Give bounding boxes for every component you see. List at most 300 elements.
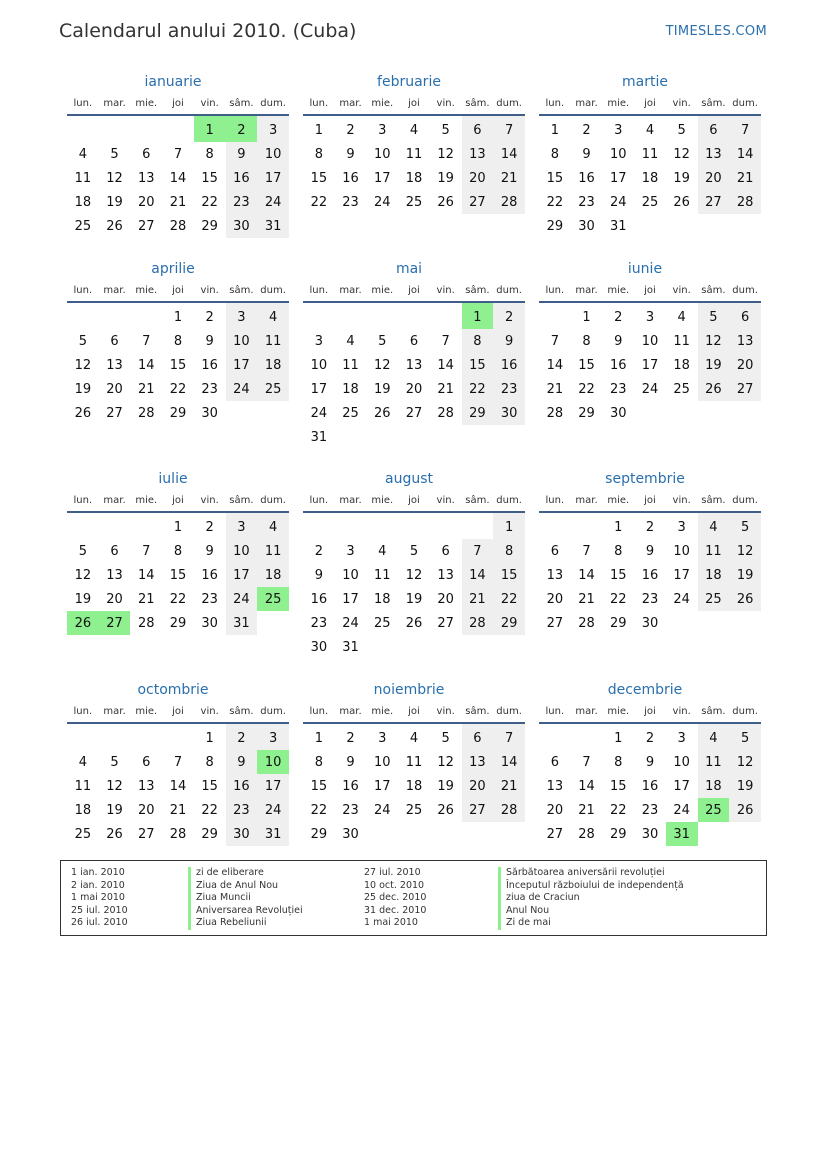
day-cell[interactable]: 15: [493, 563, 525, 587]
holiday-day-cell[interactable]: 27: [99, 611, 131, 635]
day-cell[interactable]: 17: [310, 381, 328, 397]
day-cell[interactable]: 26: [106, 826, 123, 842]
day-cell[interactable]: 4: [698, 512, 730, 539]
day-cell[interactable]: 20: [698, 166, 730, 190]
day-cell[interactable]: 19: [673, 170, 690, 186]
day-cell[interactable]: 27: [729, 377, 761, 401]
day-cell[interactable]: 19: [437, 778, 454, 794]
day-cell[interactable]: 28: [437, 405, 454, 421]
day-cell[interactable]: 15: [169, 357, 187, 373]
day-cell[interactable]: 27: [462, 798, 494, 822]
day-cell[interactable]: 30: [609, 405, 627, 421]
day-cell[interactable]: 12: [405, 567, 423, 583]
day-cell[interactable]: 10: [609, 146, 627, 162]
day-cell[interactable]: 29: [462, 401, 494, 425]
day-cell[interactable]: 19: [74, 591, 92, 607]
day-cell[interactable]: 5: [110, 146, 119, 162]
day-cell[interactable]: 27: [137, 826, 155, 842]
day-cell[interactable]: 29: [310, 826, 328, 842]
day-cell[interactable]: 2: [493, 302, 525, 329]
day-cell[interactable]: 16: [342, 778, 359, 794]
day-cell[interactable]: 30: [226, 822, 258, 846]
day-cell[interactable]: 12: [437, 754, 454, 770]
day-cell[interactable]: 24: [226, 587, 258, 611]
day-cell[interactable]: 19: [405, 591, 423, 607]
day-cell[interactable]: 28: [493, 190, 525, 214]
day-cell[interactable]: 11: [257, 329, 289, 353]
day-cell[interactable]: 30: [310, 639, 328, 655]
day-cell[interactable]: 3: [346, 543, 355, 559]
day-cell[interactable]: 22: [609, 591, 627, 607]
day-cell[interactable]: 13: [462, 142, 494, 166]
day-cell[interactable]: 14: [546, 357, 564, 373]
day-cell[interactable]: 13: [137, 778, 155, 794]
day-cell[interactable]: 22: [310, 802, 328, 818]
day-cell[interactable]: 24: [342, 615, 359, 631]
day-cell[interactable]: 3: [257, 723, 289, 750]
day-cell[interactable]: 9: [226, 750, 258, 774]
day-cell[interactable]: 20: [437, 591, 454, 607]
day-cell[interactable]: 1: [493, 512, 525, 539]
day-cell[interactable]: 11: [342, 357, 359, 373]
day-cell[interactable]: 5: [78, 543, 87, 559]
holiday-day-cell[interactable]: 10: [257, 750, 289, 774]
holiday-day-cell[interactable]: 1: [194, 115, 226, 142]
day-cell[interactable]: 12: [673, 146, 690, 162]
day-cell[interactable]: 17: [257, 166, 289, 190]
day-cell[interactable]: 31: [342, 639, 359, 655]
day-cell[interactable]: 28: [462, 611, 494, 635]
day-cell[interactable]: 2: [314, 543, 323, 559]
day-cell[interactable]: 8: [173, 333, 183, 349]
day-cell[interactable]: 11: [698, 750, 730, 774]
day-cell[interactable]: 14: [169, 778, 187, 794]
day-cell[interactable]: 14: [578, 567, 595, 583]
day-cell[interactable]: 23: [342, 802, 359, 818]
day-cell[interactable]: 3: [645, 309, 655, 325]
day-cell[interactable]: 13: [729, 329, 761, 353]
day-cell[interactable]: 22: [462, 377, 494, 401]
day-cell[interactable]: 1: [550, 122, 559, 138]
day-cell[interactable]: 6: [110, 333, 119, 349]
day-cell[interactable]: 10: [342, 567, 359, 583]
day-cell[interactable]: 1: [173, 519, 183, 535]
day-cell[interactable]: 14: [137, 357, 155, 373]
day-cell[interactable]: 25: [373, 615, 391, 631]
day-cell[interactable]: 4: [409, 730, 419, 746]
day-cell[interactable]: 18: [257, 353, 289, 377]
day-cell[interactable]: 22: [201, 194, 218, 210]
day-cell[interactable]: 10: [257, 142, 289, 166]
day-cell[interactable]: 14: [493, 142, 525, 166]
day-cell[interactable]: 26: [405, 615, 423, 631]
day-cell[interactable]: 29: [169, 615, 187, 631]
day-cell[interactable]: 5: [729, 723, 761, 750]
day-cell[interactable]: 8: [205, 146, 214, 162]
day-cell[interactable]: 7: [142, 333, 151, 349]
day-cell[interactable]: 29: [169, 405, 187, 421]
day-cell[interactable]: 24: [673, 802, 690, 818]
day-cell[interactable]: 10: [226, 329, 258, 353]
day-cell[interactable]: 10: [373, 754, 391, 770]
day-cell[interactable]: 1: [614, 519, 623, 535]
day-cell[interactable]: 29: [609, 615, 627, 631]
day-cell[interactable]: 9: [346, 754, 355, 770]
day-cell[interactable]: 11: [673, 333, 690, 349]
day-cell[interactable]: 16: [609, 357, 627, 373]
day-cell[interactable]: 19: [698, 353, 730, 377]
day-cell[interactable]: 5: [78, 333, 87, 349]
day-cell[interactable]: 5: [441, 122, 450, 138]
day-cell[interactable]: 6: [698, 115, 730, 142]
day-cell[interactable]: 25: [257, 377, 289, 401]
day-cell[interactable]: 3: [378, 122, 387, 138]
day-cell[interactable]: 24: [257, 190, 289, 214]
day-cell[interactable]: 29: [493, 611, 525, 635]
day-cell[interactable]: 30: [641, 826, 659, 842]
day-cell[interactable]: 11: [641, 146, 659, 162]
day-cell[interactable]: 6: [550, 543, 559, 559]
day-cell[interactable]: 23: [609, 381, 627, 397]
day-cell[interactable]: 13: [437, 567, 454, 583]
day-cell[interactable]: 25: [342, 405, 359, 421]
day-cell[interactable]: 6: [409, 333, 419, 349]
day-cell[interactable]: 13: [106, 357, 123, 373]
day-cell[interactable]: 11: [74, 170, 92, 186]
day-cell[interactable]: 26: [437, 802, 454, 818]
day-cell[interactable]: 10: [673, 543, 690, 559]
day-cell[interactable]: 6: [142, 146, 151, 162]
day-cell[interactable]: 2: [346, 122, 355, 138]
day-cell[interactable]: 24: [641, 381, 659, 397]
day-cell[interactable]: 21: [137, 591, 155, 607]
day-cell[interactable]: 7: [173, 754, 183, 770]
day-cell[interactable]: 18: [373, 591, 391, 607]
day-cell[interactable]: 2: [226, 723, 258, 750]
day-cell[interactable]: 6: [550, 754, 559, 770]
day-cell[interactable]: 1: [314, 122, 323, 138]
day-cell[interactable]: 7: [493, 115, 525, 142]
day-cell[interactable]: 27: [546, 826, 564, 842]
day-cell[interactable]: 14: [578, 778, 595, 794]
day-cell[interactable]: 18: [698, 563, 730, 587]
day-cell[interactable]: 25: [641, 194, 659, 210]
day-cell[interactable]: 25: [673, 381, 690, 397]
day-cell[interactable]: 12: [437, 146, 454, 162]
day-cell[interactable]: 8: [314, 754, 323, 770]
day-cell[interactable]: 14: [493, 750, 525, 774]
day-cell[interactable]: 5: [441, 730, 450, 746]
day-cell[interactable]: 9: [314, 567, 323, 583]
day-cell[interactable]: 4: [409, 122, 419, 138]
day-cell[interactable]: 24: [310, 405, 328, 421]
day-cell[interactable]: 14: [137, 567, 155, 583]
day-cell[interactable]: 15: [578, 357, 595, 373]
day-cell[interactable]: 22: [609, 802, 627, 818]
day-cell[interactable]: 19: [437, 170, 454, 186]
day-cell[interactable]: 28: [493, 798, 525, 822]
day-cell[interactable]: 29: [578, 405, 595, 421]
day-cell[interactable]: 3: [226, 302, 258, 329]
day-cell[interactable]: 13: [106, 567, 123, 583]
day-cell[interactable]: 20: [405, 381, 423, 397]
day-cell[interactable]: 7: [142, 543, 151, 559]
day-cell[interactable]: 9: [205, 543, 214, 559]
day-cell[interactable]: 23: [641, 802, 659, 818]
day-cell[interactable]: 27: [546, 615, 564, 631]
day-cell[interactable]: 6: [142, 754, 151, 770]
day-cell[interactable]: 15: [462, 353, 494, 377]
day-cell[interactable]: 26: [74, 405, 92, 421]
day-cell[interactable]: 21: [493, 774, 525, 798]
day-cell[interactable]: 22: [169, 591, 187, 607]
day-cell[interactable]: 21: [137, 381, 155, 397]
day-cell[interactable]: 4: [677, 309, 686, 325]
day-cell[interactable]: 10: [310, 357, 328, 373]
day-cell[interactable]: 21: [169, 194, 187, 210]
day-cell[interactable]: 4: [78, 146, 87, 162]
day-cell[interactable]: 7: [582, 543, 591, 559]
day-cell[interactable]: 14: [729, 142, 761, 166]
day-cell[interactable]: 22: [546, 194, 564, 210]
day-cell[interactable]: 17: [342, 591, 359, 607]
day-cell[interactable]: 17: [641, 357, 659, 373]
day-cell[interactable]: 6: [110, 543, 119, 559]
holiday-day-cell[interactable]: 2: [226, 115, 258, 142]
day-cell[interactable]: 17: [373, 170, 391, 186]
day-cell[interactable]: 4: [257, 512, 289, 539]
day-cell[interactable]: 28: [729, 190, 761, 214]
day-cell[interactable]: 17: [609, 170, 627, 186]
day-cell[interactable]: 12: [729, 539, 761, 563]
day-cell[interactable]: 5: [409, 543, 419, 559]
day-cell[interactable]: 21: [578, 802, 595, 818]
day-cell[interactable]: 19: [729, 774, 761, 798]
day-cell[interactable]: 19: [373, 381, 391, 397]
day-cell[interactable]: 6: [462, 115, 494, 142]
day-cell[interactable]: 15: [169, 567, 187, 583]
day-cell[interactable]: 16: [641, 778, 659, 794]
day-cell[interactable]: 21: [169, 802, 187, 818]
day-cell[interactable]: 31: [257, 822, 289, 846]
day-cell[interactable]: 4: [378, 543, 387, 559]
day-cell[interactable]: 18: [342, 381, 359, 397]
day-cell[interactable]: 20: [137, 802, 155, 818]
day-cell[interactable]: 8: [493, 539, 525, 563]
day-cell[interactable]: 28: [578, 826, 595, 842]
day-cell[interactable]: 8: [173, 543, 183, 559]
day-cell[interactable]: 3: [677, 730, 686, 746]
day-cell[interactable]: 23: [310, 615, 328, 631]
day-cell[interactable]: 27: [106, 405, 123, 421]
day-cell[interactable]: 10: [226, 539, 258, 563]
day-cell[interactable]: 29: [609, 826, 627, 842]
day-cell[interactable]: 21: [493, 166, 525, 190]
day-cell[interactable]: 5: [110, 754, 119, 770]
day-cell[interactable]: 1: [173, 309, 183, 325]
day-cell[interactable]: 12: [74, 567, 92, 583]
day-cell[interactable]: 22: [310, 194, 328, 210]
day-cell[interactable]: 18: [405, 170, 423, 186]
day-cell[interactable]: 1: [614, 730, 623, 746]
day-cell[interactable]: 29: [201, 218, 218, 234]
day-cell[interactable]: 27: [405, 405, 423, 421]
day-cell[interactable]: 23: [201, 381, 218, 397]
day-cell[interactable]: 27: [137, 218, 155, 234]
day-cell[interactable]: 16: [641, 567, 659, 583]
day-cell[interactable]: 15: [201, 170, 218, 186]
day-cell[interactable]: 21: [546, 381, 564, 397]
day-cell[interactable]: 16: [201, 567, 218, 583]
day-cell[interactable]: 12: [729, 750, 761, 774]
day-cell[interactable]: 26: [373, 405, 391, 421]
day-cell[interactable]: 4: [257, 302, 289, 329]
day-cell[interactable]: 18: [257, 563, 289, 587]
holiday-day-cell[interactable]: 25: [257, 587, 289, 611]
day-cell[interactable]: 21: [729, 166, 761, 190]
day-cell[interactable]: 4: [78, 754, 87, 770]
day-cell[interactable]: 23: [201, 591, 218, 607]
day-cell[interactable]: 12: [373, 357, 391, 373]
day-cell[interactable]: 2: [582, 122, 591, 138]
day-cell[interactable]: 10: [641, 333, 659, 349]
day-cell[interactable]: 8: [205, 754, 214, 770]
day-cell[interactable]: 8: [614, 754, 623, 770]
day-cell[interactable]: 7: [729, 115, 761, 142]
day-cell[interactable]: 12: [106, 778, 123, 794]
day-cell[interactable]: 9: [614, 333, 623, 349]
day-cell[interactable]: 6: [729, 302, 761, 329]
day-cell[interactable]: 30: [342, 826, 359, 842]
day-cell[interactable]: 19: [106, 802, 123, 818]
day-cell[interactable]: 12: [74, 357, 92, 373]
day-cell[interactable]: 29: [201, 826, 218, 842]
day-cell[interactable]: 2: [645, 519, 655, 535]
day-cell[interactable]: 17: [673, 778, 690, 794]
day-cell[interactable]: 3: [614, 122, 623, 138]
day-cell[interactable]: 31: [609, 218, 627, 234]
day-cell[interactable]: 9: [493, 329, 525, 353]
holiday-day-cell[interactable]: 25: [698, 798, 730, 822]
day-cell[interactable]: 31: [226, 611, 258, 635]
day-cell[interactable]: 9: [346, 146, 355, 162]
day-cell[interactable]: 4: [645, 122, 655, 138]
day-cell[interactable]: 13: [698, 142, 730, 166]
day-cell[interactable]: 26: [729, 798, 761, 822]
day-cell[interactable]: 3: [677, 519, 686, 535]
day-cell[interactable]: 24: [373, 194, 391, 210]
day-cell[interactable]: 30: [226, 214, 258, 238]
day-cell[interactable]: 5: [698, 302, 730, 329]
day-cell[interactable]: 13: [546, 778, 564, 794]
day-cell[interactable]: 22: [201, 802, 218, 818]
day-cell[interactable]: 7: [493, 723, 525, 750]
day-cell[interactable]: 11: [257, 539, 289, 563]
day-cell[interactable]: 3: [378, 730, 387, 746]
day-cell[interactable]: 5: [729, 512, 761, 539]
day-cell[interactable]: 22: [578, 381, 595, 397]
day-cell[interactable]: 1: [205, 730, 214, 746]
day-cell[interactable]: 24: [673, 591, 690, 607]
day-cell[interactable]: 27: [437, 615, 454, 631]
day-cell[interactable]: 26: [698, 377, 730, 401]
day-cell[interactable]: 20: [546, 802, 564, 818]
day-cell[interactable]: 15: [310, 170, 328, 186]
day-cell[interactable]: 14: [169, 170, 187, 186]
day-cell[interactable]: 23: [578, 194, 595, 210]
day-cell[interactable]: 2: [645, 730, 655, 746]
day-cell[interactable]: 22: [493, 587, 525, 611]
day-cell[interactable]: 9: [645, 754, 655, 770]
day-cell[interactable]: 4: [346, 333, 355, 349]
day-cell[interactable]: 15: [201, 778, 218, 794]
day-cell[interactable]: 28: [137, 615, 155, 631]
day-cell[interactable]: 8: [314, 146, 323, 162]
day-cell[interactable]: 20: [462, 774, 494, 798]
day-cell[interactable]: 24: [257, 798, 289, 822]
day-cell[interactable]: 26: [106, 218, 123, 234]
day-cell[interactable]: 4: [698, 723, 730, 750]
day-cell[interactable]: 31: [310, 429, 328, 445]
day-cell[interactable]: 9: [205, 333, 214, 349]
day-cell[interactable]: 21: [437, 381, 454, 397]
day-cell[interactable]: 24: [609, 194, 627, 210]
day-cell[interactable]: 13: [137, 170, 155, 186]
day-cell[interactable]: 20: [546, 591, 564, 607]
day-cell[interactable]: 15: [609, 567, 627, 583]
day-cell[interactable]: 30: [201, 615, 218, 631]
day-cell[interactable]: 30: [641, 615, 659, 631]
day-cell[interactable]: 14: [462, 563, 494, 587]
day-cell[interactable]: 5: [378, 333, 387, 349]
day-cell[interactable]: 19: [106, 194, 123, 210]
day-cell[interactable]: 15: [609, 778, 627, 794]
day-cell[interactable]: 19: [74, 381, 92, 397]
day-cell[interactable]: 27: [698, 190, 730, 214]
day-cell[interactable]: 23: [226, 798, 258, 822]
day-cell[interactable]: 17: [226, 353, 258, 377]
day-cell[interactable]: 25: [698, 587, 730, 611]
day-cell[interactable]: 16: [226, 166, 258, 190]
day-cell[interactable]: 25: [405, 194, 423, 210]
day-cell[interactable]: 7: [550, 333, 559, 349]
day-cell[interactable]: 20: [462, 166, 494, 190]
day-cell[interactable]: 30: [201, 405, 218, 421]
day-cell[interactable]: 26: [673, 194, 690, 210]
day-cell[interactable]: 24: [226, 377, 258, 401]
day-cell[interactable]: 23: [641, 591, 659, 607]
day-cell[interactable]: 2: [205, 519, 214, 535]
day-cell[interactable]: 18: [673, 357, 690, 373]
day-cell[interactable]: 8: [462, 329, 494, 353]
day-cell[interactable]: 9: [226, 142, 258, 166]
day-cell[interactable]: 19: [729, 563, 761, 587]
day-cell[interactable]: 26: [729, 587, 761, 611]
day-cell[interactable]: 1: [582, 309, 591, 325]
day-cell[interactable]: 16: [310, 591, 328, 607]
day-cell[interactable]: 7: [582, 754, 591, 770]
day-cell[interactable]: 1: [314, 730, 323, 746]
day-cell[interactable]: 9: [582, 146, 591, 162]
day-cell[interactable]: 17: [673, 567, 690, 583]
day-cell[interactable]: 13: [462, 750, 494, 774]
day-cell[interactable]: 8: [582, 333, 591, 349]
day-cell[interactable]: 23: [493, 377, 525, 401]
day-cell[interactable]: 16: [578, 170, 595, 186]
day-cell[interactable]: 18: [74, 802, 92, 818]
holiday-day-cell[interactable]: 31: [666, 822, 698, 846]
day-cell[interactable]: 18: [641, 170, 659, 186]
